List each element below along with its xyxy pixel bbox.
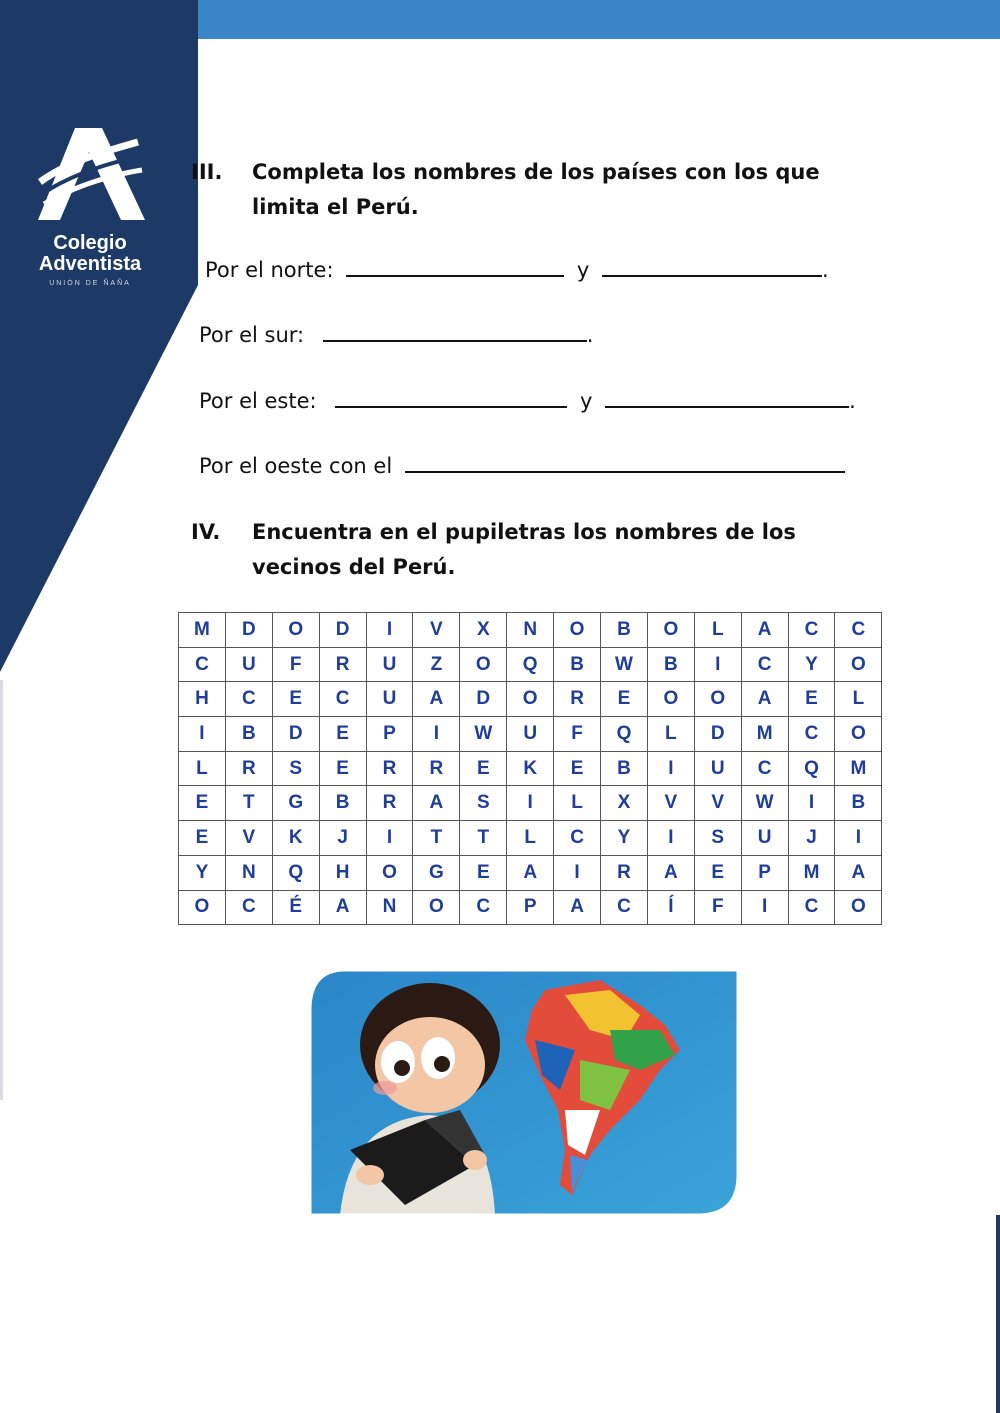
grid-cell[interactable]: L	[647, 717, 694, 752]
grid-cell[interactable]: O	[366, 855, 413, 890]
grid-cell[interactable]: Q	[272, 855, 319, 890]
grid-cell[interactable]: C	[319, 682, 366, 717]
grid-cell[interactable]: H	[319, 855, 366, 890]
grid-cell[interactable]: T	[225, 786, 272, 821]
school-logo	[20, 120, 180, 300]
grid-row	[179, 855, 882, 890]
grid-cell[interactable]: X	[601, 786, 648, 821]
grid-cell[interactable]: E	[554, 751, 601, 786]
grid-cell[interactable]: A	[741, 682, 788, 717]
grid-cell[interactable]: C	[741, 751, 788, 786]
grid-cell[interactable]: E	[460, 855, 507, 890]
grid-cell[interactable]: U	[507, 717, 554, 752]
south-blank[interactable]	[323, 322, 587, 342]
grid-cell[interactable]: R	[366, 786, 413, 821]
north-blank-2[interactable]	[602, 257, 822, 277]
grid-cell[interactable]: O	[507, 682, 554, 717]
grid-cell[interactable]: C	[788, 890, 835, 925]
grid-cell[interactable]: R	[413, 751, 460, 786]
grid-cell[interactable]: I	[835, 821, 882, 856]
grid-cell[interactable]: E	[319, 751, 366, 786]
grid-row	[179, 890, 882, 925]
south-label: Por el sur:	[199, 323, 305, 347]
grid-cell[interactable]: Y	[601, 821, 648, 856]
grid-cell[interactable]: U	[741, 821, 788, 856]
grid-cell[interactable]: A	[647, 855, 694, 890]
grid-cell[interactable]: B	[225, 717, 272, 752]
grid-cell[interactable]: S	[460, 786, 507, 821]
west-label: Por el oeste con el	[199, 454, 393, 478]
section-3-title: Completa los nombres de los países con los que limita el Perú.	[252, 160, 820, 219]
grid-cell[interactable]: F	[554, 717, 601, 752]
grid-cell[interactable]: O	[835, 717, 882, 752]
grid-cell[interactable]: U	[366, 682, 413, 717]
grid-cell[interactable]: M	[741, 717, 788, 752]
grid-cell[interactable]: K	[507, 751, 554, 786]
grid-cell[interactable]: L	[835, 682, 882, 717]
east-label: Por el este:	[199, 389, 317, 413]
grid-cell[interactable]: Z	[413, 647, 460, 682]
grid-cell[interactable]: O	[413, 890, 460, 925]
grid-cell[interactable]: C	[225, 682, 272, 717]
grid-cell[interactable]: I	[507, 786, 554, 821]
north-connector: y	[576, 258, 590, 282]
grid-cell[interactable]: P	[741, 855, 788, 890]
grid-cell[interactable]: P	[366, 717, 413, 752]
school-subtitle: UNIÓN DE ÑAÑA	[49, 280, 131, 287]
grid-cell[interactable]: N	[225, 855, 272, 890]
grid-cell[interactable]: B	[319, 786, 366, 821]
grid-cell[interactable]: O	[647, 682, 694, 717]
grid-cell[interactable]: Q	[601, 717, 648, 752]
grid-cell[interactable]: I	[741, 890, 788, 925]
grid-cell[interactable]: A	[319, 890, 366, 925]
section-3-heading	[191, 155, 891, 225]
grid-cell[interactable]: O	[460, 647, 507, 682]
school-name-line1: Colegio	[53, 232, 127, 254]
grid-cell[interactable]: R	[225, 751, 272, 786]
section-4-title: Encuentra en el pupiletras los nombres de los vecinos del Perú.	[252, 520, 796, 579]
north-end: .	[822, 258, 829, 282]
grid-cell[interactable]: X	[460, 613, 507, 648]
grid-cell[interactable]: A	[507, 855, 554, 890]
grid-cell[interactable]: E	[319, 717, 366, 752]
grid-cell[interactable]: N	[507, 613, 554, 648]
grid-cell[interactable]: W	[741, 786, 788, 821]
north-label: Por el norte:	[205, 258, 334, 282]
grid-cell[interactable]: O	[835, 647, 882, 682]
grid-cell[interactable]: O	[694, 682, 741, 717]
grid-cell[interactable]: A	[413, 682, 460, 717]
grid-cell[interactable]: O	[179, 890, 226, 925]
grid-cell[interactable]: I	[647, 821, 694, 856]
grid-cell[interactable]: G	[413, 855, 460, 890]
grid-cell[interactable]: E	[788, 682, 835, 717]
grid-cell[interactable]: Y	[179, 855, 226, 890]
grid-cell[interactable]: U	[225, 647, 272, 682]
grid-cell[interactable]: R	[319, 647, 366, 682]
section-4-number: IV.	[191, 520, 221, 544]
grid-cell[interactable]: D	[694, 717, 741, 752]
grid-cell[interactable]: E	[694, 855, 741, 890]
grid-cell[interactable]: E	[179, 821, 226, 856]
grid-cell[interactable]: É	[272, 890, 319, 925]
grid-cell[interactable]: S	[694, 821, 741, 856]
grid-cell[interactable]: I	[366, 613, 413, 648]
grid-cell[interactable]: C	[601, 890, 648, 925]
grid-cell[interactable]: D	[460, 682, 507, 717]
grid-cell[interactable]: Í	[647, 890, 694, 925]
east-connector: y	[579, 389, 593, 413]
grid-cell[interactable]: C	[835, 613, 882, 648]
west-line	[199, 453, 845, 478]
header-bar	[198, 0, 1000, 39]
grid-cell[interactable]: H	[179, 682, 226, 717]
grid-cell[interactable]: S	[272, 751, 319, 786]
grid-cell[interactable]: J	[319, 821, 366, 856]
section-4-heading	[191, 515, 891, 585]
grid-cell[interactable]: F	[272, 647, 319, 682]
grid-row	[179, 717, 882, 752]
grid-cell[interactable]: E	[601, 682, 648, 717]
grid-cell[interactable]: G	[272, 786, 319, 821]
east-line	[199, 388, 856, 413]
grid-cell[interactable]: I	[554, 855, 601, 890]
grid-cell[interactable]: D	[225, 613, 272, 648]
grid-cell[interactable]: O	[272, 613, 319, 648]
grid-cell[interactable]: L	[694, 613, 741, 648]
grid-cell[interactable]: T	[413, 821, 460, 856]
grid-cell[interactable]: V	[647, 786, 694, 821]
grid-cell[interactable]: C	[460, 890, 507, 925]
grid-cell[interactable]: T	[460, 821, 507, 856]
grid-cell[interactable]: Q	[788, 751, 835, 786]
right-page-edge	[996, 1215, 1000, 1413]
east-blank-2[interactable]	[605, 388, 849, 408]
grid-cell[interactable]: W	[460, 717, 507, 752]
grid-cell[interactable]: C	[225, 890, 272, 925]
section-3-number: III.	[191, 160, 223, 184]
grid-cell[interactable]: D	[272, 717, 319, 752]
grid-cell[interactable]: L	[507, 821, 554, 856]
grid-cell[interactable]: V	[694, 786, 741, 821]
grid-cell[interactable]: I	[179, 717, 226, 752]
grid-row	[179, 821, 882, 856]
word-search-grid	[178, 612, 882, 925]
grid-cell[interactable]: O	[835, 890, 882, 925]
grid-cell[interactable]: E	[179, 786, 226, 821]
grid-cell[interactable]: R	[366, 751, 413, 786]
south-end: .	[586, 323, 594, 347]
grid-row	[179, 751, 882, 786]
grid-cell[interactable]: U	[694, 751, 741, 786]
east-end: .	[849, 389, 856, 413]
grid-row	[179, 647, 882, 682]
grid-row	[179, 682, 882, 717]
grid-cell[interactable]: L	[179, 751, 226, 786]
child-reading-book-south-america-map-icon	[310, 970, 738, 1215]
grid-cell[interactable]: K	[272, 821, 319, 856]
grid-cell[interactable]: W	[601, 647, 648, 682]
grid-cell[interactable]: C	[788, 717, 835, 752]
grid-cell[interactable]: B	[835, 786, 882, 821]
grid-cell[interactable]: P	[507, 890, 554, 925]
grid-cell[interactable]: D	[319, 613, 366, 648]
grid-cell[interactable]: M	[179, 613, 226, 648]
grid-cell[interactable]: I	[694, 647, 741, 682]
grid-cell[interactable]: V	[413, 613, 460, 648]
grid-cell[interactable]: R	[554, 682, 601, 717]
grid-cell[interactable]: I	[647, 751, 694, 786]
school-name-line2: Adventista	[38, 253, 142, 275]
grid-cell[interactable]: A	[741, 613, 788, 648]
grid-cell[interactable]: R	[601, 855, 648, 890]
grid-cell[interactable]: F	[694, 890, 741, 925]
grid-cell[interactable]: C	[741, 647, 788, 682]
north-blank-1[interactable]	[346, 257, 564, 277]
south-line	[199, 322, 593, 347]
grid-cell[interactable]: N	[366, 890, 413, 925]
grid-cell[interactable]: A	[413, 786, 460, 821]
left-page-edge	[0, 680, 3, 1100]
grid-cell[interactable]: M	[835, 751, 882, 786]
grid-cell[interactable]: A	[835, 855, 882, 890]
grid-cell[interactable]: C	[788, 613, 835, 648]
grid-cell[interactable]: B	[601, 613, 648, 648]
logo-a-icon	[20, 120, 160, 230]
west-blank[interactable]	[405, 453, 845, 473]
grid-cell[interactable]: C	[554, 821, 601, 856]
grid-cell[interactable]: O	[647, 613, 694, 648]
grid-cell[interactable]: O	[554, 613, 601, 648]
grid-cell[interactable]: C	[179, 647, 226, 682]
grid-cell[interactable]: I	[788, 786, 835, 821]
grid-row	[179, 613, 882, 648]
grid-cell[interactable]: B	[601, 751, 648, 786]
grid-cell[interactable]: I	[413, 717, 460, 752]
grid-cell[interactable]: I	[366, 821, 413, 856]
grid-cell[interactable]: B	[647, 647, 694, 682]
north-line	[205, 257, 829, 282]
grid-cell[interactable]: E	[460, 751, 507, 786]
grid-cell[interactable]: E	[272, 682, 319, 717]
side-banner	[0, 0, 200, 680]
grid-cell[interactable]: B	[554, 647, 601, 682]
grid-cell[interactable]: Q	[507, 647, 554, 682]
grid-cell[interactable]: L	[554, 786, 601, 821]
east-blank-1[interactable]	[335, 388, 567, 408]
grid-cell[interactable]: U	[366, 647, 413, 682]
grid-cell[interactable]: V	[225, 821, 272, 856]
grid-cell[interactable]: A	[554, 890, 601, 925]
grid-row	[179, 786, 882, 821]
grid-cell[interactable]: J	[788, 821, 835, 856]
grid-cell[interactable]: Y	[788, 647, 835, 682]
grid-cell[interactable]: M	[788, 855, 835, 890]
